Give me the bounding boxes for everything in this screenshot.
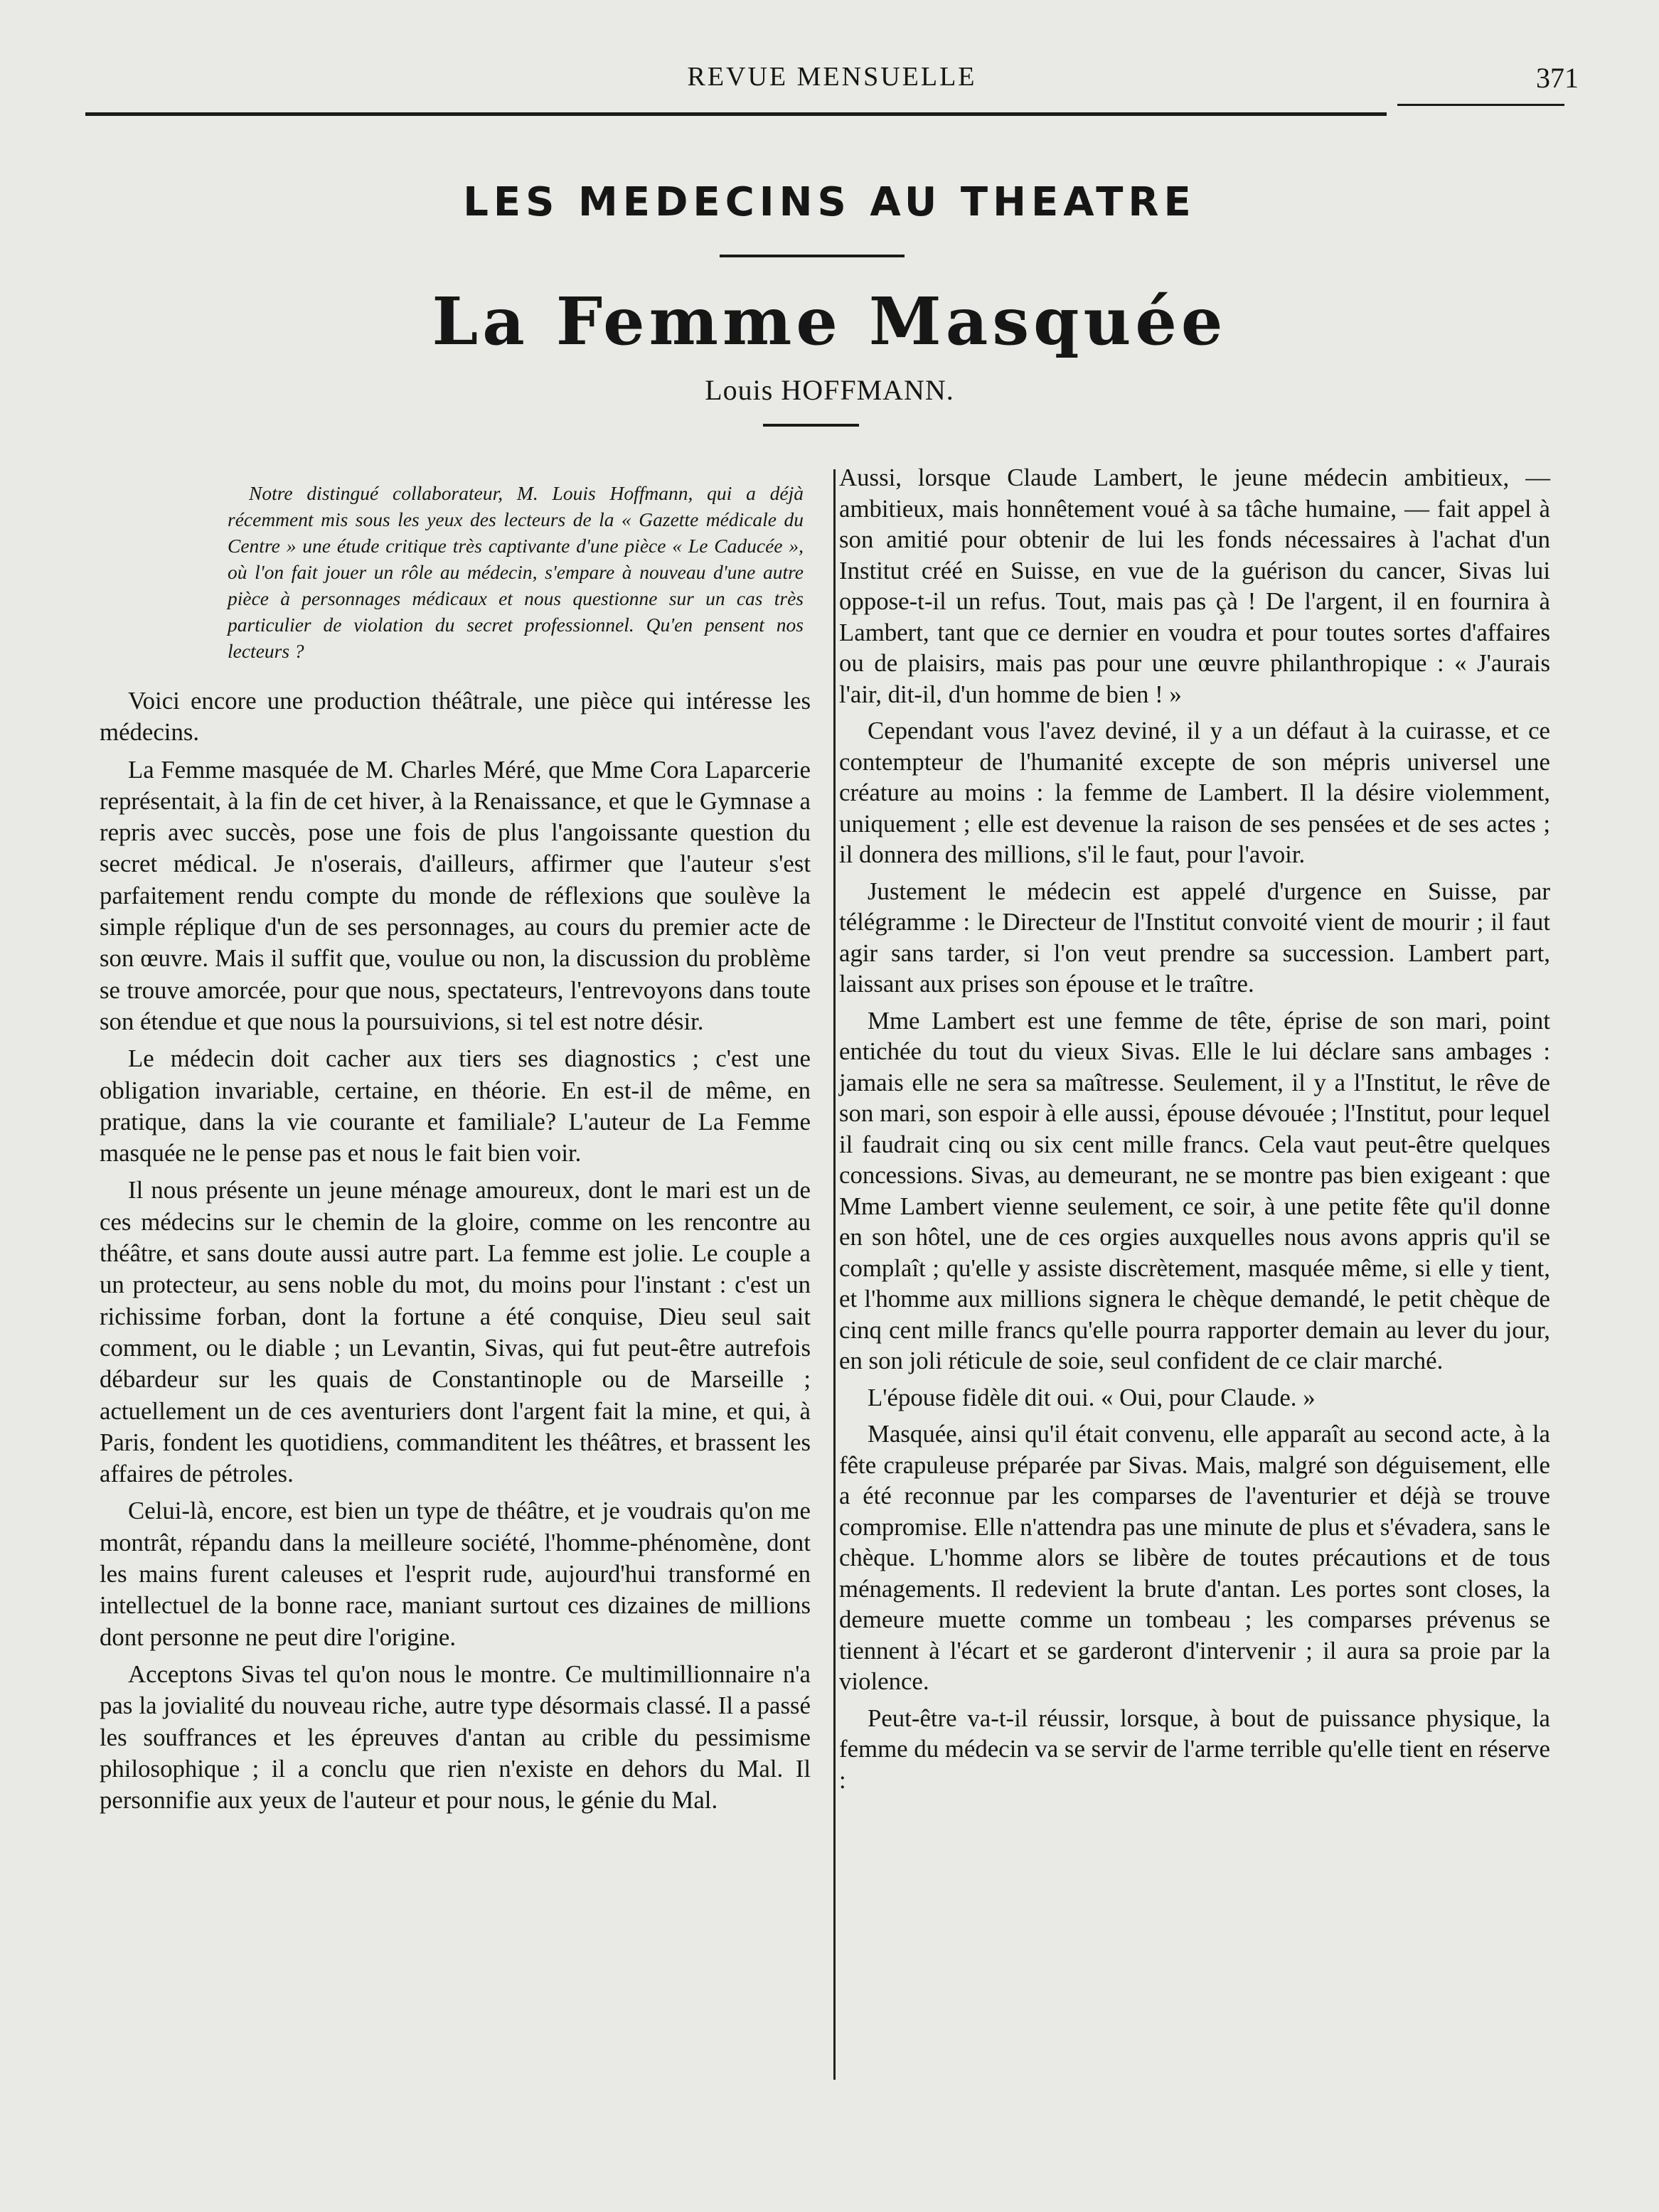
editor-note [100,480,811,664]
paragraph: Il nous présente un jeune ménage amoureux, dont le mari est un de ces médecins sur le chemin de la gloire, comme on les rencontre au théâtre, et sans doute aussi autre part. La femme est jolie. Le couple a un protecteur, au sens noble du mot, du moins pour l'instant : c'est un richissime forban, dont la fortune a été conquise, Dieu seul sait comment, ou le diable ; un Levantin, Sivas, qui fut peut-être autrefois débardeur sur les quais de Constantinople ou de Marseille ; actuellement un de ces aventuriers dont l'argent fait la mine, et qui, à Paris, fondent les quotidiens, commanditent les théâtres, et brassent les affaires de pétroles. [100,1176,811,1488]
title-divider-top [720,255,905,257]
paragraph: Acceptons Sivas tel qu'on nous le montre. Ce multimillionnaire n'a pas la jovialité du nouveau riche, autre type désormais classé. Il a passé les souffrances et les épreuves d'antan au crible du pessimisme philosophique ; il a conclu que rien n'existe en dehors du Mal. Il personnifie aux yeux de l'auteur et pour nous, le génie du Mal. [100,1660,811,1815]
title-divider-bottom [763,424,859,427]
running-head [85,61,1579,104]
paragraph: Mme Lambert est une femme de tête, éprise de son mari, point entichée du tout du vieux Sivas. Elle le lui déclare sans ambages : jamais elle ne sera sa maîtresse. Seulement, il y a l'Institut, le rêve de son mari, son espoir à elle aussi, épouse dévouée ; l'Institut, pour lequel il faudrait cinq ou six cent mille francs. Cela vaut peut-être quelques concessions. Sivas, au demeurant, ne se montre pas bien exigeant : que Mme Lambert vienne seulement, ce soir, à une petite fête qu'il donne en son hôtel, une de ces orgies auxquelles nous avons appris qu'il se complaît ; qu'elle y assiste discrètement, masquée même, si elle y tient, et l'homme aux millions signera le chèque demandé, le petit chèque de cinq cent mille francs qu'elle pourra rapporter demain au lever du jour, en son joli réticule de soie, seul confident de ce clair marché. [839,1006,1550,1374]
section-title: LES MEDECINS AU THEATRE [463,179,1196,225]
header-rule-short [1397,104,1564,106]
right-column [839,462,1550,1801]
paragraph: Voici encore une production théâtrale, une pièce qui intéresse les médecins. [100,687,811,747]
left-column [100,480,811,1822]
paragraph: Le médecin doit cacher aux tiers ses diagnostics ; c'est une obligation invariable, certaine, en théorie. En est-il de même, en pratique, dans la vie courante et familiale? L'auteur de La Femme masquée ne le pense pas et nous le fait bien voir. [100,1044,811,1168]
paragraph: Justement le médecin est appelé d'urgence en Suisse, par télégramme : le Directeur de l'Institut convoité vient de mourir ; il faut agir sans tarder, si l'on veut prendre sa succession. Lambert part, laissant aux prises son épouse et le traître. [839,877,1550,998]
running-title: REVUE MENSUELLE [687,62,977,92]
header-rule [85,112,1387,116]
paragraph: Cependant vous l'avez deviné, il y a un défaut à la cuirasse, et ce contempteur de l'humanité excepte de son mépris universel une créature au moins : la femme de Lambert. Il la désire violemment, uniquement ; elle est devenue la raison de ses pensées et de ses actes ; il donnera des millions, s'il le faut, pour l'avoir. [839,717,1550,868]
paragraph: Masquée, ainsi qu'il était convenu, elle apparaît au second acte, à la fête crapuleuse préparée par Sivas. Mais, malgré son déguisement, elle a été reconnue par les comparses de l'aventurier et déjà se trouve compromise. Elle n'attendra pas une minute de plus et s'évadera, sans le chèque. L'homme alors se libère de toutes précautions et de tous ménagements. Il redevient la brute d'antan. Les portes sont closes, la demeure muette comme un tombeau ; les comparses prévenus se tiennent à l'écart et se garderont d'intervenir ; il aura sa proie par la violence. [839,1420,1550,1695]
paragraph: L'épouse fidèle dit oui. « Oui, pour Claude. » [868,1383,1316,1411]
paragraph: Peut-être va-t-il réussir, lorsque, à bout de puissance physique, la femme du médecin va se servir de l'arme terrible qu'elle tient en réserve : [839,1704,1550,1794]
paragraph: La Femme masquée de M. Charles Méré, que Mme Cora Laparcerie représentait, à la fin de cet hiver, à la Renaissance, et que le Gymnase a repris avec succès, pose une fois de plus l'angoissante question du secret médical. Je n'oserais, d'ailleurs, affirmer que l'auteur s'est parfaitement rendu compte du monde de réflexions que soulève la simple réplique d'un de ses personnages, au cours du premier acte de son œuvre. Mais il suffit que, voulue ou non, la discussion du problème se trouve amorcée, pour que nous, spectateurs, l'entrevoyons dans toute son étendue et que nous la poursuivions, si tel est notre désir. [100,755,811,1035]
page-number: 371 [1536,62,1579,94]
paragraph: Aussi, lorsque Claude Lambert, le jeune médecin ambitieux, — ambitieux, mais honnêtement voué à sa tâche humaine, — fait appel à son amitié pour obtenir de lui les fonds nécessaires à l'achat d'un Institut créé en Suisse, en vue de la guérison du cancer, Sivas lui oppose-t-il un refus. Tout, mais pas çà ! De l'argent, il en fournira à Lambert, tant que ce dernier en voudra et pour toutes sortes d'affaires ou de plaisirs, mais pas pour une œuvre philanthropique : « J'aurais l'air, dit-il, d'un homme de bien ! » [839,464,1550,708]
article-author: Louis HOFFMANN. [705,374,954,406]
column-divider [833,469,836,2080]
paragraph: Celui-là, encore, est bien un type de théâtre, et je voudrais qu'on me montrât, répandu dans la meilleure société, l'homme-phénomène, dont les mains furent caleuses et l'esprit rude, aujourd'hui transformé en intellectuel de la bonne race, maniant surtout ces dizaines de millions dont personne ne peut dire l'origine. [100,1497,811,1651]
editor-note-text: Notre distingué collaborateur, M. Louis Hoffmann, qui a déjà récemment mis sous les yeux des lecteurs de la « Gazette médicale du Centre » une étude critique très captivante d'une pièce « Le Caducée », où l'on fait jouer un rôle au médecin, s'empare à nouveau d'une autre pièce à personnages médicaux et nous questionne sur un cas très particulier de violation du secret professionnel. Qu'en pensent nos lecteurs ? [228,482,804,662]
article-title: La Femme Masquée [432,283,1227,360]
